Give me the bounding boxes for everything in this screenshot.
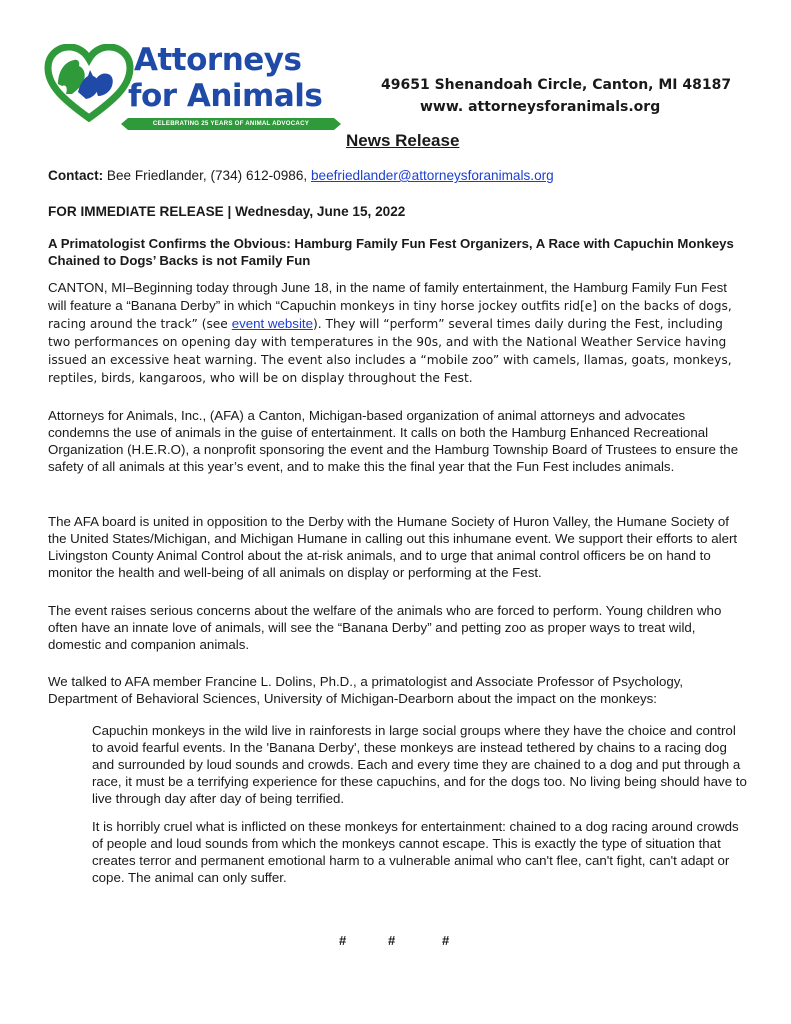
body-paragraph: The event raises serious concerns about the welfare of the animals who are forced to perform. Young children who often have an innate love of animals, will see the “Banana Derby” and petting zoo as proper ways to treat wild, domestic and companion animals.	[48, 603, 722, 652]
end-mark: #	[388, 933, 396, 948]
body-paragraph: The AFA board is united in opposition to the Derby with the Humane Society of Huron Valley, the Humane Society of the United States/Michigan, and Michigan Humane in calling out this inhumane event. We support their efforts to alert Livingston County Animal Control about the at-risk animals, and to urge that animal control officers be on hand to monitor the health and well-being of all animals on display or performing at the Fest.	[48, 514, 738, 580]
quote-paragraph: Capuchin monkeys in the wild live in rainforests in large social groups where they have the choice and control to avoid fearful events. In the 'Banana Derby', these monkeys are instead tethered by chains to a racing dog and surrounded by loud sounds and crowds. Each and every time they are chained to a dog and put through a race, it must be a terrifying experience for these capuchins, and for the dogs too. No living being should have to live through day after day of being terrified.	[92, 723, 747, 806]
headline: A Primatologist Confirms the Obvious: Hamburg Family Fun Fest Organizers, A Race with Capuchin Monkeys Chained to Dogs’ Backs is not Family Fun	[48, 236, 734, 268]
logo-banner: CELEBRATING 25 YEARS OF ANIMAL ADVOCACY	[128, 118, 334, 130]
page-title: News Release	[346, 131, 460, 150]
event-website-link[interactable]: event website	[231, 316, 313, 331]
contact-label: Contact:	[48, 168, 104, 183]
contact-line	[48, 167, 554, 184]
body-paragraph: Attorneys for Animals, Inc., (AFA) a Canton, Michigan-based organization of animal attorneys and advocates condemns the use of animals in the guise of entertainment. It calls on both the Hamburg Enhanced Recreational Organization (H.E.R.O), a nonprofit sponsoring the event and the Hamburg Township Board of Trustees to ensure the safety of all animals at this year’s event, and to make this the final year that the Fun Fest includes animals.	[48, 408, 739, 474]
contact-email-link[interactable]: beefriedlander@attorneysforanimals.org	[310, 168, 554, 183]
org-address: 49651 Shenandoah Circle, Canton, MI 48187	[381, 77, 732, 93]
org-website: www. attorneysforanimals.org	[420, 99, 661, 115]
contact-details: Bee Friedlander, (734) 612-0986,	[103, 168, 311, 183]
logo-text-for-animals: for Animals	[128, 78, 323, 114]
quote-paragraph: It is horribly cruel what is inflicted on these monkeys for entertainment: chained to a dog racing around crowds of people and loud sounds from which the monkeys cannot escape. This is exactly the type of situation that creates terror and permanent emotional harm to a vulnerable animal who can't flee, can't fight, can't adapt or cope. The animal can only suffer.	[92, 819, 739, 885]
release-line: FOR IMMEDIATE RELEASE | Wednesday, June 15, 2022	[48, 204, 406, 219]
end-mark: #	[442, 933, 450, 948]
end-mark: #	[339, 933, 347, 948]
intro-text-3: ). They will “perform” several times daily during the Fest, including two performances on opening day with temperatures in the 90s, and with the National Weather Service having issued an excessive heat warning. The event also includes a “mobile zoo” with camels, llamas, goats, monkeys, reptiles, birds, kangaroos, who will be on display throughout the Fest.	[48, 317, 732, 385]
intro-text-1: CANTON, MI–Beginning today through June 18, in the name of family entertainment, the Hamburg Family Fun Fest will feature a “Banana Derby” in which “Capuchin	[48, 280, 727, 313]
attorneys-for-animals-logo	[44, 40, 344, 132]
body-paragraph: We talked to AFA member Francine L. Dolins, Ph.D., a primatologist and Associate Professor of Psychology, Department of Behavioral Sciences, University of Michigan-Dearborn about the impact on the monkeys:	[48, 674, 684, 706]
heart-animals-icon	[44, 44, 134, 122]
intro-paragraph	[48, 279, 748, 387]
intro-text-2: monkeys in tiny horse jockey outfits rid[e] on the backs of dogs, racing around the track” (see	[48, 299, 732, 331]
logo-text-attorneys: Attorneys	[134, 42, 302, 78]
